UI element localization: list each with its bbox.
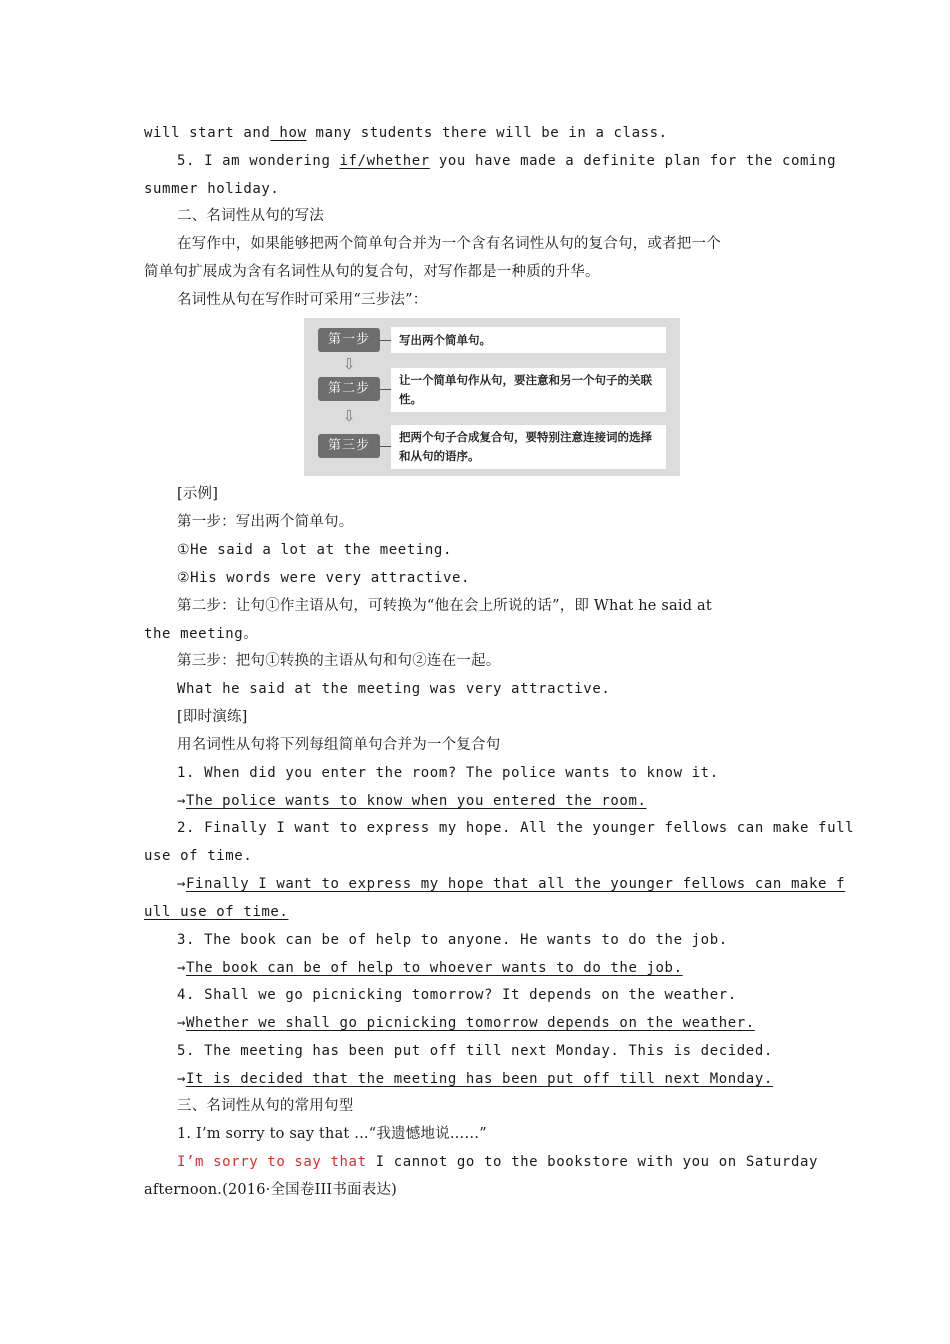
- text-line: will start and how many students there will be in a class.: [144, 125, 668, 141]
- answer-blank: if/whether: [339, 153, 430, 169]
- three-step-diagram: [304, 318, 680, 476]
- practice-instruction: 用名词性从句将下列每组简单句合并为一个复合句: [177, 737, 501, 753]
- step-2-badge: 第二步: [318, 377, 380, 401]
- question-1: 1. When did you enter the room? The police wants to know it.: [177, 765, 719, 781]
- step-3-badge: 第三步: [318, 434, 380, 458]
- arrow-icon: →: [177, 1015, 187, 1031]
- connector-line: [380, 340, 391, 341]
- paragraph-line: 在写作中，如果能够把两个简单句合并为一个含有名词性从句的复合句，或者把一个: [177, 236, 721, 252]
- answer-2-cont: ull use of time.: [144, 904, 289, 920]
- text-line: summer holiday.: [144, 181, 280, 197]
- arrow-icon: →: [177, 876, 187, 892]
- step-3-text: 把两个句子合成复合句，要特别注意连接词的选择和从句的语序。: [391, 425, 666, 469]
- answer-4: →Whether we shall go picnicking tomorrow depends on the weather.: [177, 1015, 755, 1031]
- question-2-cont: use of time.: [144, 848, 253, 864]
- step-1-badge: 第一步: [318, 328, 380, 352]
- pattern-item-1: 1. I’m sorry to say that ...“我遗憾地说……”: [177, 1126, 487, 1142]
- practice-tag: [即时演练]: [177, 709, 248, 725]
- example-step-1: 第一步：写出两个简单句。: [177, 514, 354, 530]
- step-1-text: 写出两个简单句。: [391, 327, 666, 353]
- example-step-2-cont: the meeting。: [144, 626, 258, 642]
- connector-line: [380, 446, 391, 447]
- question-4: 4. Shall we go picnicking tomorrow? It depends on the weather.: [177, 987, 737, 1003]
- paragraph-line: 简单句扩展成为含有名词性从句的复合句，对写作都是一种质的升华。: [144, 264, 600, 280]
- answer-1: →The police wants to know when you entered the room.: [177, 793, 647, 809]
- paragraph-line: 名词性从句在写作时可采用“三步法”：: [177, 292, 428, 308]
- arrow-icon: →: [177, 1071, 187, 1087]
- example-result: What he said at the meeting was very attractive.: [177, 681, 611, 697]
- example-step-3: 第三步：把句①转换的主语从句和句②连在一起。: [177, 653, 501, 669]
- question-5: 5. The meeting has been put off till next Monday. This is decided.: [177, 1043, 773, 1059]
- question-2: 2. Finally I want to express my hope. All the younger fellows can make full: [177, 820, 855, 836]
- answer-3: →The book can be of help to whoever wants to do the job.: [177, 960, 683, 976]
- down-arrow-icon: ⇩: [342, 407, 356, 425]
- connector-line: [380, 389, 391, 390]
- down-arrow-icon: ⇩: [342, 355, 356, 373]
- example-tag: [示例]: [177, 486, 219, 502]
- section-heading: 三、名词性从句的常用句型: [177, 1098, 354, 1114]
- pattern-example-cont: afternoon.(2016·全国卷III书面表达): [144, 1182, 398, 1198]
- answer-2: →Finally I want to express my hope that all the younger fellows can make f: [177, 876, 846, 892]
- step-2-text: 让一个简单句作从句，要注意和另一个句子的关联性。: [391, 368, 666, 412]
- pattern-example: I’m sorry to say that I cannot go to the bookstore with you on Saturday: [177, 1154, 819, 1170]
- answer-5: →It is decided that the meeting has been put off till next Monday.: [177, 1071, 773, 1087]
- highlighted-phrase: I’m sorry to say that: [177, 1154, 367, 1170]
- section-heading: 二、名词性从句的写法: [177, 208, 324, 224]
- arrow-icon: →: [177, 793, 187, 809]
- question-3: 3. The book can be of help to anyone. He wants to do the job.: [177, 932, 728, 948]
- example-sentence-2: ②His words were very attractive.: [177, 570, 471, 586]
- answer-blank: how: [270, 125, 307, 141]
- example-sentence-1: ①He said a lot at the meeting.: [177, 542, 452, 558]
- arrow-icon: →: [177, 960, 187, 976]
- text-line: 5. I am wondering if/whether you have made a definite plan for the coming: [177, 153, 837, 169]
- example-step-2: 第二步：让句①作主语从句，可转换为“他在会上所说的话”，即 What he said at: [177, 598, 712, 614]
